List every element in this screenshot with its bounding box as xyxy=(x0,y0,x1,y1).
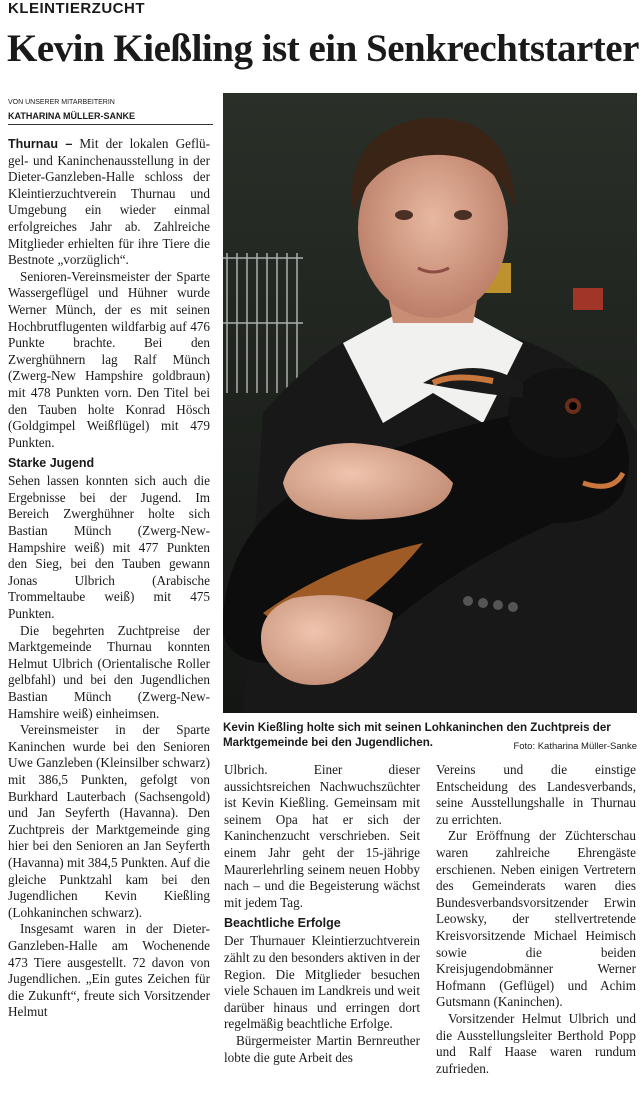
photo-credit: Foto: Katharina Müller-Sanke xyxy=(513,741,637,752)
article-photo xyxy=(223,93,637,713)
paragraph: Insgesamt waren in der Dieter-Ganzleben-Halle am Wochenende 473 Tiere ausgestellt. 72 davon von Jugendlichen. „Ein gutes Zeichen für die Zukunft“, freute sich Vorsitzender Helmut xyxy=(8,921,210,1020)
paragraph: Der Thurnauer Kleintierzuchtverein zählt zu den besonders aktiven in der Region. Die Mitglieder besuchen viele Schauen im Landkreis und weit darüber hinaus und erringen dort regelmäßig beachtliche Erfolge. xyxy=(224,933,420,1032)
paragraph: Die begehrten Zuchtpreise der Marktgemeinde Thurnau konnten Helmut Ulbrich (Orientalische Roller gelbfahl) und bei den Jugendlichen Bastian Münch (Zwerg-New-Hamshire weiß) einheimsen. xyxy=(8,622,210,721)
article-column-3 xyxy=(436,762,636,1077)
byline-prefix: VON UNSERER MITARBEITERIN xyxy=(8,99,115,106)
paragraph: Vereins und die einstige Entscheidung des Landesverbands, seine Ausstellungshalle in Thurnau zu errichten. xyxy=(436,762,636,827)
paragraph: Senioren-Vereinsmeister der Sparte Wassergeflügel und Hühner wurde Werner Münch, der es mit seinen Hochbrutflugenten wildfarbig auf 476 Punkte brachte. Bei den Zwerghühnern lag Ralf Münch (Zwerg-New Hampshire goldbraun) mit 478 Punkten vorn. Den Titel bei den Tauben holte Konrad Hösch (Goldgimpel Weißflügel) mit 479 Punkten. xyxy=(8,268,210,450)
caption-text: Kevin Kießling holte sich mit seinen Lohkaninchen den Zuchtpreis der Marktgemeinde bei den Jugendlichen. xyxy=(223,721,611,749)
article-column-2 xyxy=(224,762,420,1066)
photo-illustration xyxy=(223,93,637,713)
paragraph: Ulbrich. Einer dieser aussichtsreichen Nachwuchszüchter ist Kevin Kießling. Gemeinsam mit seinem Opa hat er sich der Kaninchenzucht verschrieben. Seit einem Jahr geht der 15-jährige Maurerlehrling seinem neuen Hobby nach – und die Begeisterung wächst mit jedem Tag. xyxy=(224,762,420,910)
paragraph: Zur Eröffnung der Züchterschau waren zahlreiche Ehrengäste erschienen. Neben einigen Vertretern des Gemeinderats waren dies Bundesverbandsvorsitzender Erwin Leowsky, der stellvertretende Kreisvorsitzende Michael Heimisch sowie die beiden Kreisjugendobmänner Werner Hofmann (Geflügel) und Achim Gutsmann (Kaninchen). xyxy=(436,828,636,1010)
paragraph: Bürgermeister Martin Bernreuther lobte die gute Arbeit des xyxy=(224,1032,420,1065)
dateline: Thurnau – xyxy=(8,137,73,151)
article-column-1 xyxy=(8,136,210,1021)
paragraph-lead xyxy=(8,136,210,269)
subheading-beachtliche-erfolge: Beachtliche Erfolge xyxy=(224,916,341,931)
section-kicker: KLEINTIERZUCHT xyxy=(8,0,145,17)
article-headline: Kevin Kießling ist ein Senkrechtstarter xyxy=(7,27,639,70)
subheading-starke-jugend: Starke Jugend xyxy=(8,456,95,471)
lead-text: Mit der lokalen Geflü-gel- und Kaninchenausstellung in der Dieter-Ganzleben-Halle schloss der Kleintierzuchtverein Thurnau und Umgebung ein wieder einmal erfolgreiches Jahr ab. Zahlreiche Mitglieder erhielten für ihre Tiere die Bestnote „vorzüglich“. xyxy=(8,136,210,268)
paragraph: Vereinsmeister in der Sparte Kaninchen wurde bei den Senioren Uwe Ganzleben (Kleinsilber schwarz) mit 386,5 Punkten, gefolgt von Burkhard Lauterbach (Sachsengold) und Jan Seyferth (Havanna). Den Zuchtpreis der Marktgemeinde ging hier bei den Senioren an Jan Seyferth (Havanna) mit 384,5 Punkten. Auf die gleiche Punktzahl kam bei den Jugendlichen Kevin Kießling (Lohkaninchen schwarz). xyxy=(8,722,210,920)
byline-author: KATHARINA MÜLLER-SANKE xyxy=(8,110,213,125)
paragraph: Vorsitzender Helmut Ulbrich und die Ausstellungsleiter Berthold Popp und Ralf Haase waren rundum zufrieden. xyxy=(436,1010,636,1076)
paragraph: Sehen lassen konnten sich auch die Ergebnisse bei der Jugend. Im Bereich Zwerghühner holte sich Bastian Münch (Zwerg-New-Hampshire weiß) mit 477 Punkten den Sieg, bei den Tauben gewann Jonas Ulbrich (Arabische Trommeltaube weiß) mit 475 Punkten. xyxy=(8,473,210,622)
